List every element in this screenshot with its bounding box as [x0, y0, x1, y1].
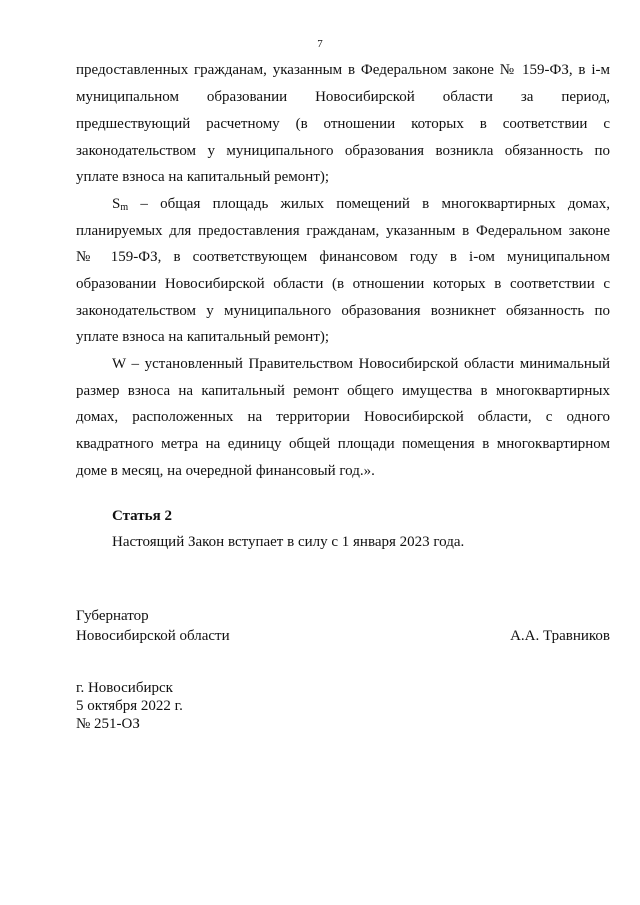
article-heading: Статья 2 [112, 508, 172, 524]
date: 5 октября 2022 г. [76, 698, 183, 714]
para3-line5: доме в месяц, на очередной финансовый год.». [76, 463, 375, 479]
para2-line6: уплате взноса на капитальный ремонт); [76, 329, 330, 345]
signatory-title-line1: Губернатор [76, 608, 149, 624]
para3-line2: размер взноса на капитальный ремонт общего имущества в многоквартирных [76, 383, 610, 399]
para3-line4: квадратного метра на единицу общей площади помещения в многоквартирном [76, 436, 610, 452]
para2-line1 [112, 194, 610, 218]
signatory-name: А.А. Травников [510, 628, 610, 644]
para3-line3: домах, расположенных на территории Новосибирской области, с одного [76, 409, 610, 425]
para2-line5: законодательством у муниципального образования возникнет обязанность по [76, 303, 610, 319]
para1-line3: предшествующий расчетному (в отношении которых в соответствии с [76, 116, 610, 132]
article-text: Настоящий Закон вступает в силу с 1 января 2023 года. [112, 534, 465, 550]
para1-line1: предоставленных гражданам, указанным в Федеральном законе № 159-ФЗ, в i-м [76, 62, 610, 78]
para2-line4: образовании Новосибирской области (в отношении которых в соответствии с [76, 276, 610, 292]
para2-line3: № 159-ФЗ, в соответствующем финансовом году в i-ом муниципальном [76, 249, 610, 265]
para1-line5: уплате взноса на капитальный ремонт); [76, 169, 330, 185]
law-number: № 251-ОЗ [76, 716, 140, 732]
page-number: 7 [317, 38, 323, 50]
para2-line1-text: – общая площадь жилых помещений в многоквартирных домах, [128, 196, 610, 212]
para3-line1: W – установленный Правительством Новосибирской области минимальный [112, 356, 610, 372]
variable-s: S [112, 196, 121, 212]
para1-line4: законодательством у муниципального образования возникла обязанность по [76, 143, 610, 159]
para1-line2: муниципальном образовании Новосибирской области за период, [76, 89, 610, 105]
variable-subscript: m [120, 202, 129, 213]
signatory-title-line2: Новосибирской области [76, 628, 230, 644]
para2-line2: планируемых для предоставления гражданам, указанным в Федеральном законе [76, 223, 610, 239]
place: г. Новосибирск [76, 680, 173, 696]
